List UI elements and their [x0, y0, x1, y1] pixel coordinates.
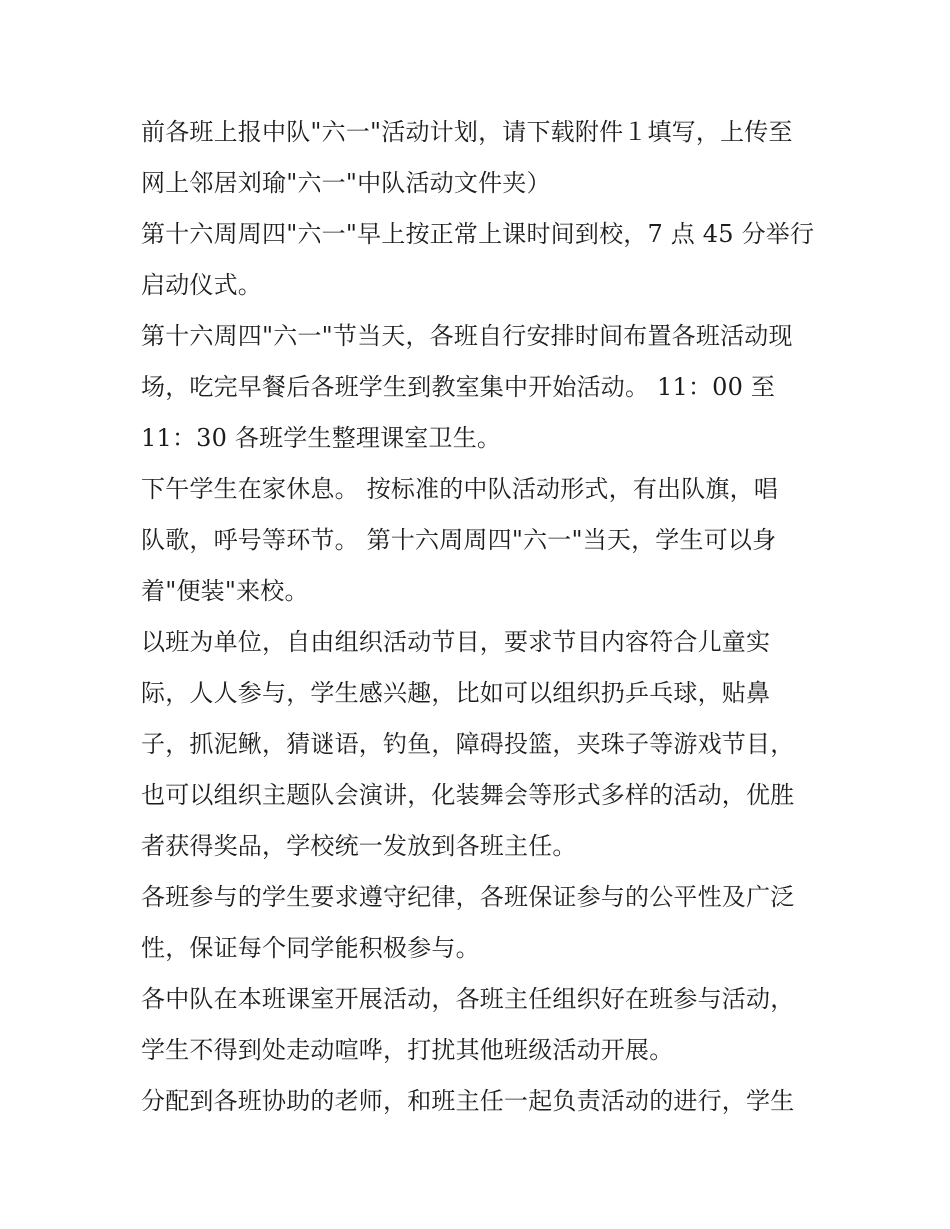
paragraph-assisting-teachers [141, 1076, 821, 1127]
text-line: 性，保证每个同学能积极参与。 [141, 934, 480, 962]
paragraph-classroom-activity [141, 974, 821, 1076]
paragraph-arrival-time [141, 209, 821, 311]
document-body [141, 107, 821, 1127]
text-line: 以班为单位，自由组织活动节目，要求节目内容符合儿童实 [141, 628, 771, 656]
text-line: 队歌，呼号等环节。 第十六周周四"六一"当天，学生可以身 [141, 526, 777, 554]
text-line: 际，人人参与，学生感兴趣，比如可以组织扔乒乓球，贴鼻 [141, 679, 771, 707]
text-line: 各中队在本班课室开展活动，各班主任组织好在班参与活动， [141, 985, 795, 1013]
paragraph-day-schedule [141, 311, 821, 464]
paragraph-activity-plan [141, 107, 821, 209]
text-line: 第十六周四"六一"节当天，各班自行安排时间布置各班活动现 [141, 322, 793, 350]
text-line: 着"便装"来校。 [141, 577, 309, 605]
text-line: 各班参与的学生要求遵守纪律，各班保证参与的公平性及广泛 [141, 883, 795, 911]
text-line: 启动仪式。 [141, 271, 262, 299]
text-line: 子，抓泥鳅，猜谜语，钓鱼，障碍投篮，夹珠子等游戏节目， [141, 730, 795, 758]
text-line: 下午学生在家休息。 按标准的中队活动形式，有出队旗，唱 [141, 475, 779, 503]
text-line: 也可以组织主题队会演讲，化装舞会等形式多样的活动，优胜 [141, 781, 795, 809]
paragraph-afternoon [141, 464, 821, 617]
text-line: 学生不得到处走动喧哗，打扰其他班级活动开展。 [141, 1036, 674, 1064]
text-line: 网上邻居刘瑜"六一"中队活动文件夹） [141, 169, 551, 197]
text-line: 11：30 各班学生整理课室卫生。 [141, 424, 502, 452]
paragraph-class-programs [141, 617, 821, 872]
text-line: 场，吃完早餐后各班学生到教室集中开始活动。 11：00 至 [141, 373, 776, 401]
paragraph-discipline [141, 872, 821, 974]
text-line: 前各班上报中队"六一"活动计划，请下载附件１填写，上传至 [141, 118, 793, 146]
text-line: 分配到各班协助的老师，和班主任一起负责活动的进行，学生 [141, 1087, 795, 1115]
text-line: 第十六周周四"六一"早上按正常上课时间到校，7 点 45 分举行 [141, 220, 815, 248]
text-line: 者获得奖品，学校统一发放到各班主任。 [141, 832, 577, 860]
